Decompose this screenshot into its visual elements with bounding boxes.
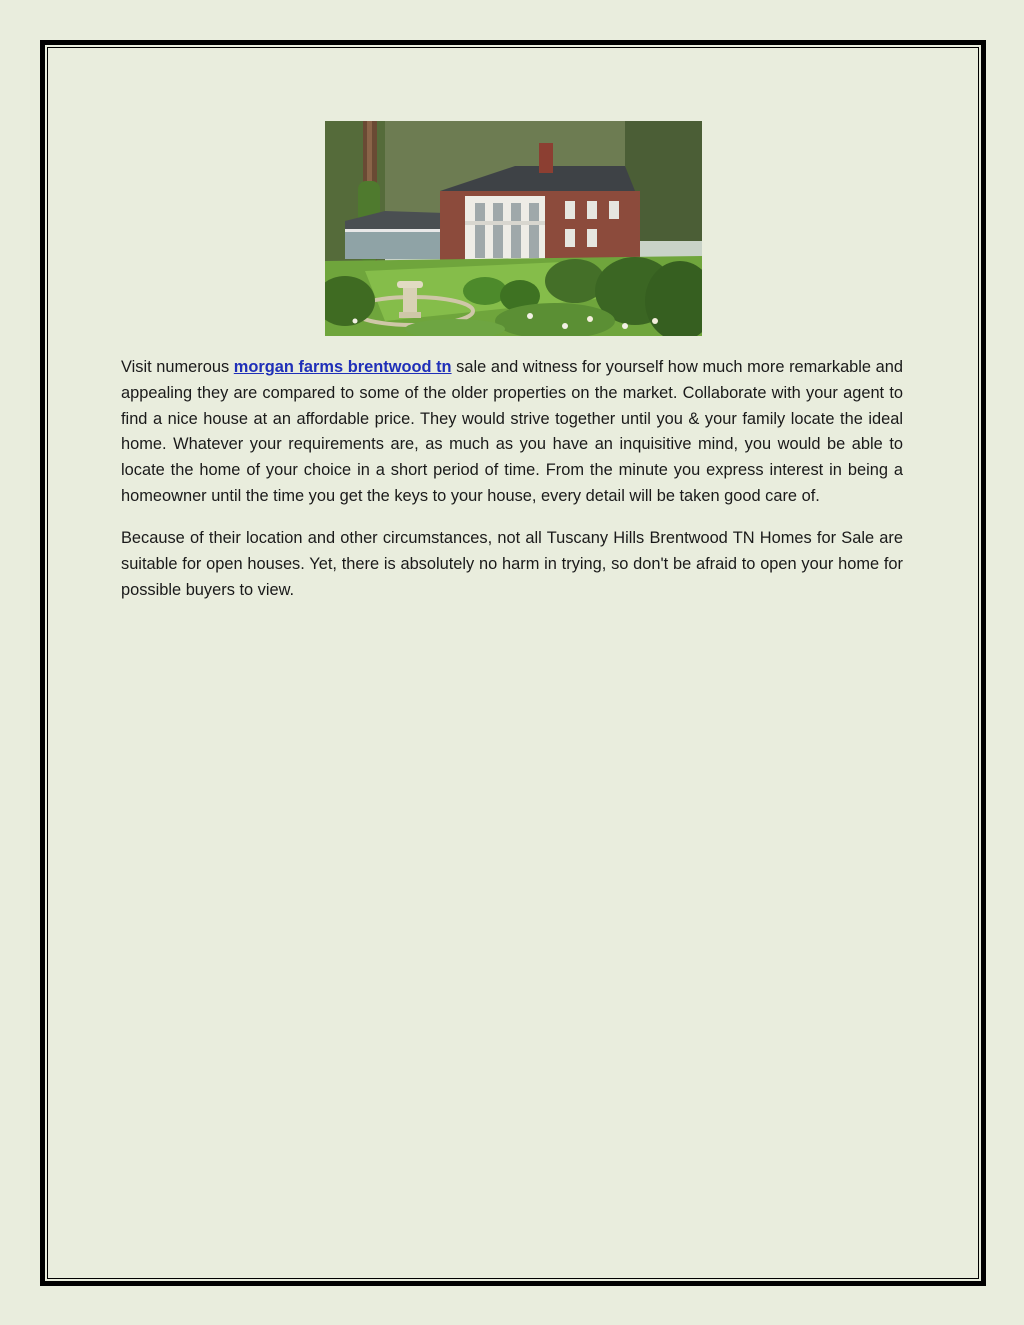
paragraph-1-prefix: Visit numerous <box>121 358 234 376</box>
paragraph-2: Because of their location and other circumstances, not all Tuscany Hills Brentwood TN Homes for Sale are suitable for open houses. Yet, there is absolutely no harm in trying, so don't be afraid to open your home for possible buyers to view. <box>121 529 903 599</box>
house-garden-photo <box>325 121 702 336</box>
body-text <box>121 355 903 620</box>
paragraph-1 <box>121 355 903 510</box>
morgan-farms-link[interactable]: morgan farms brentwood tn <box>233 358 452 376</box>
paragraph-1-suffix: sale and witness for yourself how much more remarkable and appealing they are compared to some of the older properties on the market. Collaborate with your agent to find a nice house at an affordable price. They would strive together until you & your family locate the ideal home. Whatever your requirements are, as much as you have an inquisitive mind, you would be able to locate the home of your choice in a short period of time. From the minute you express interest in being a homeowner until the time you get the keys to your house, every detail will be taken good care of. <box>121 358 904 505</box>
